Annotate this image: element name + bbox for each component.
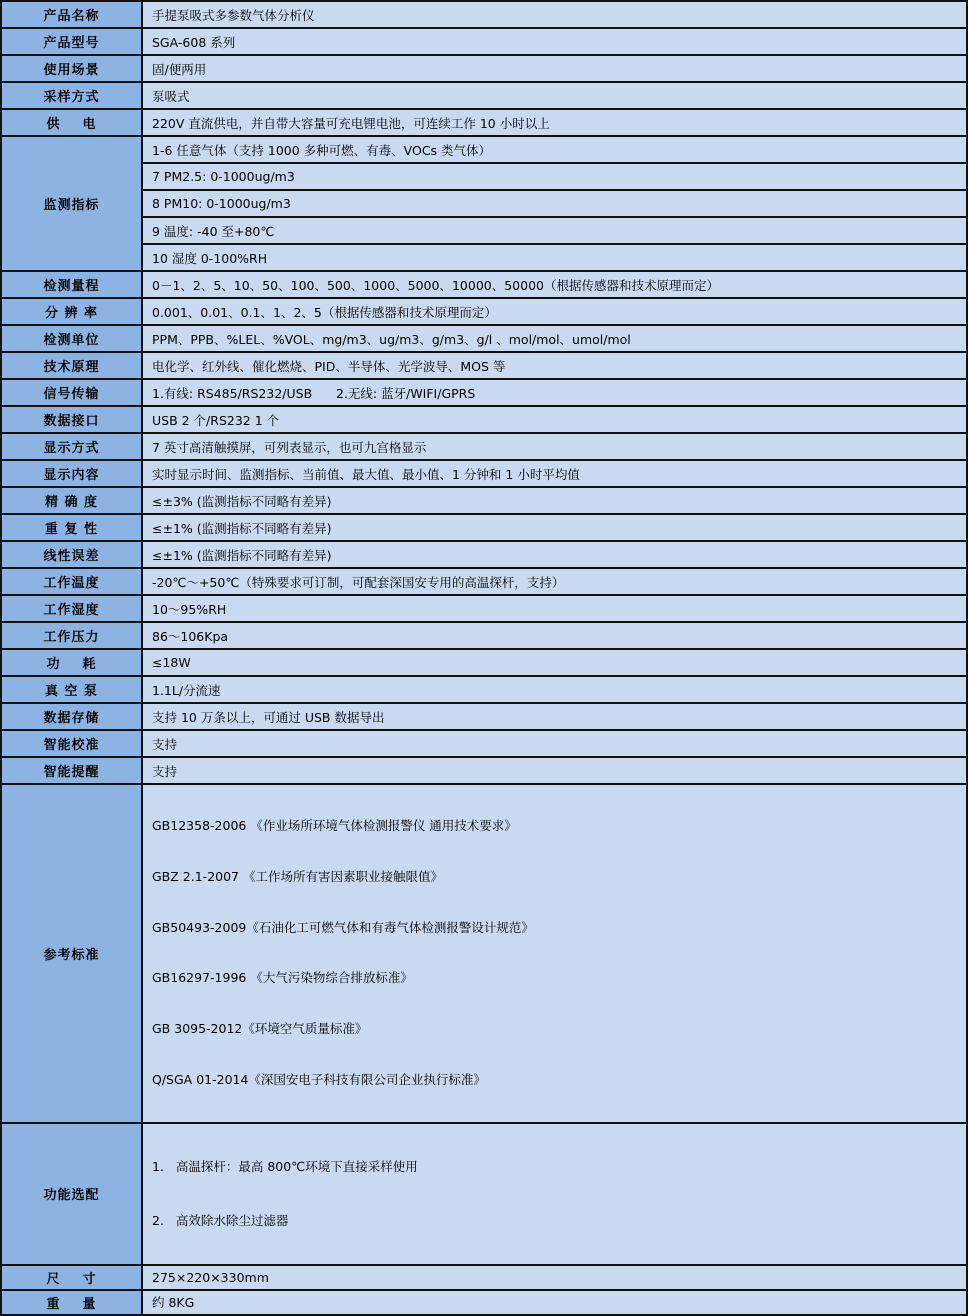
value-monitoring-indicator-2: 7 PM2.5: 0-1000ug/m3: [142, 163, 967, 190]
row-monitoring-indicator-3: [1, 190, 967, 217]
value-working-pressure: 86～106Kpa: [142, 622, 967, 649]
reference-standard-6: Q/SGA 01-2014《深国安电子科技有限公司企业执行标准》: [152, 1071, 486, 1087]
optional-feature-2: 2. 高效除水除尘过滤器: [152, 1212, 289, 1228]
row-product-name: [1, 1, 967, 28]
label-vacuum-pump: 真 空 泵: [1, 676, 142, 703]
value-reference-standards: [142, 784, 967, 1123]
value-dimensions: 275×220×330mm: [142, 1265, 967, 1290]
label-accuracy: 精 确 度: [1, 487, 142, 514]
row-power-consumption: [1, 649, 967, 676]
row-technical-principle: [1, 352, 967, 379]
row-repeatability: [1, 514, 967, 541]
value-monitoring-indicator-3: 8 PM10: 0-1000ug/m3: [142, 190, 967, 217]
reference-standard-4: GB16297-1996 《大气污染物综合排放标准》: [152, 970, 413, 986]
label-power-supply: 供 电: [1, 109, 142, 136]
label-data-storage: 数据存储: [1, 703, 142, 730]
value-monitoring-indicator-5: 10 湿度 0-100%RH: [142, 244, 967, 271]
value-sampling-method: 泵吸式: [142, 82, 967, 109]
label-display-mode: 显示方式: [1, 433, 142, 460]
row-monitoring-indicator-5: [1, 244, 967, 271]
value-power-supply: 220V 直流供电，并自带大容量可充电锂电池，可连续工作 10 小时以上: [142, 109, 967, 136]
label-repeatability: 重 复 性: [1, 514, 142, 541]
label-detection-range: 检测量程: [1, 271, 142, 298]
reference-standard-2: GBZ 2.1-2007 《工作场所有害因素职业接触限值》: [152, 868, 443, 884]
row-optional-features: [1, 1123, 967, 1265]
row-working-humidity: [1, 595, 967, 622]
row-power-supply: [1, 109, 967, 136]
row-detection-range: [1, 271, 967, 298]
label-monitoring-indicators: 监测指标: [1, 136, 142, 271]
label-working-temperature: 工作温度: [1, 568, 142, 595]
value-power-consumption: ≤18W: [142, 649, 967, 676]
value-detection-unit: PPM、PPB、%LEL、%VOL、mg/m3、ug/m3、g/m3、g/l 、mol/mol、umol/mol: [142, 325, 967, 352]
value-data-interface: USB 2 个/RS232 1 个: [142, 406, 967, 433]
label-usage-scene: 使用场景: [1, 55, 142, 82]
row-display-mode: [1, 433, 967, 460]
label-smart-calibration: 智能校准: [1, 730, 142, 757]
label-detection-unit: 检测单位: [1, 325, 142, 352]
row-smart-calibration: [1, 730, 967, 757]
value-vacuum-pump: 1.1L/分流速: [142, 676, 967, 703]
label-technical-principle: 技术原理: [1, 352, 142, 379]
value-resolution: 0.001、0.01、0.1、1、2、5（根据传感器和技术原理而定）: [142, 298, 967, 325]
value-accuracy: ≤±3% (监测指标不同略有差异): [142, 487, 967, 514]
value-weight: 约 8KG: [142, 1290, 967, 1315]
value-product-name: 手提泵吸式多参数气体分析仪: [142, 1, 967, 28]
row-working-temperature: [1, 568, 967, 595]
value-technical-principle: 电化学、红外线、催化燃烧、PID、半导体、光学波导、MOS 等: [142, 352, 967, 379]
row-resolution: [1, 298, 967, 325]
row-signal-transmission: [1, 379, 967, 406]
row-dimensions: [1, 1265, 967, 1290]
row-vacuum-pump: [1, 676, 967, 703]
value-monitoring-indicator-1: 1-6 任意气体（支持 1000 多种可燃、有毒、VOCs 类气体）: [142, 136, 967, 163]
row-data-storage: [1, 703, 967, 730]
reference-standard-5: GB 3095-2012《环境空气质量标准》: [152, 1021, 368, 1037]
label-reference-standards: 参考标准: [1, 784, 142, 1123]
label-working-pressure: 工作压力: [1, 622, 142, 649]
row-working-pressure: [1, 622, 967, 649]
value-display-mode: 7 英寸高清触摸屏，可列表显示，也可九宫格显示: [142, 433, 967, 460]
label-signal-transmission: 信号传输: [1, 379, 142, 406]
value-usage-scene: 固/便两用: [142, 55, 967, 82]
row-product-model: [1, 28, 967, 55]
reference-standard-3: GB50493-2009《石油化工可燃气体和有毒气体检测报警设计规范》: [152, 919, 534, 935]
row-data-interface: [1, 406, 967, 433]
label-sampling-method: 采样方式: [1, 82, 142, 109]
value-working-temperature: -20℃～+50℃（特殊要求可订制，可配套深国安专用的高温探杆，支持）: [142, 568, 967, 595]
row-usage-scene: [1, 55, 967, 82]
row-monitoring-indicator-2: [1, 163, 967, 190]
label-weight: 重 量: [1, 1290, 142, 1315]
label-display-content: 显示内容: [1, 460, 142, 487]
value-product-model: SGA-608 系列: [142, 28, 967, 55]
label-smart-reminder: 智能提醒: [1, 757, 142, 784]
label-dimensions: 尺 寸: [1, 1265, 142, 1290]
label-power-consumption: 功 耗: [1, 649, 142, 676]
label-product-model: 产品型号: [1, 28, 142, 55]
label-data-interface: 数据接口: [1, 406, 142, 433]
value-signal-transmission: 1.有线: RS485/RS232/USB 2.无线: 蓝牙/WIFI/GPRS: [142, 379, 967, 406]
value-monitoring-indicator-4: 9 温度: -40 至+80℃: [142, 217, 967, 244]
value-optional-features: [142, 1123, 967, 1265]
row-smart-reminder: [1, 757, 967, 784]
row-monitoring-indicator-4: [1, 217, 967, 244]
label-working-humidity: 工作湿度: [1, 595, 142, 622]
value-data-storage: 支持 10 万条以上，可通过 USB 数据导出: [142, 703, 967, 730]
value-smart-reminder: 支持: [142, 757, 967, 784]
label-optional-features: 功能选配: [1, 1123, 142, 1265]
value-detection-range: 0－1、2、5、10、50、100、500、1000、5000、10000、50000（根据传感器和技术原理而定）: [142, 271, 967, 298]
row-accuracy: [1, 487, 967, 514]
value-display-content: 实时显示时间、监测指标、当前值、最大值、最小值、1 分钟和 1 小时平均值: [142, 460, 967, 487]
label-resolution: 分 辨 率: [1, 298, 142, 325]
row-weight: [1, 1290, 967, 1315]
row-linearity-error: [1, 541, 967, 568]
row-monitoring-indicators: [1, 136, 967, 163]
label-linearity-error: 线性误差: [1, 541, 142, 568]
reference-standard-1: GB12358-2006 《作业场所环境气体检测报警仪 通用技术要求》: [152, 818, 517, 833]
row-detection-unit: [1, 325, 967, 352]
value-repeatability: ≤±1% (监测指标不同略有差异): [142, 514, 967, 541]
row-display-content: [1, 460, 967, 487]
value-linearity-error: ≤±1% (监测指标不同略有差异): [142, 541, 967, 568]
row-sampling-method: [1, 82, 967, 109]
label-product-name: 产品名称: [1, 1, 142, 28]
value-smart-calibration: 支持: [142, 730, 967, 757]
value-working-humidity: 10～95%RH: [142, 595, 967, 622]
optional-feature-1: 1. 高温探杆：最高 800℃环境下直接采样使用: [152, 1158, 418, 1174]
row-reference-standards: [1, 784, 967, 1123]
